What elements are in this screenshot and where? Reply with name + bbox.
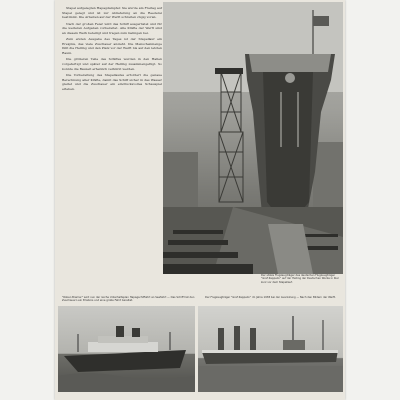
ship-launch-illustration [163, 2, 343, 274]
cruiser-illustration [198, 306, 343, 392]
article-paragraph: Die Vorbereitung des Stapellaufes erfordert die genaue Berechnung aller Kräfte, damit das Schiff sicher in das Wasser gleitet und die Zuschauer ein eindrucksvolles Schauspiel erleben. [62, 73, 162, 91]
launch-photo [163, 2, 343, 274]
magazine-page [55, 0, 345, 400]
article-paragraph: Nach der großen Feier wird das Schiff ausgerüstet und für die weiteren Aufgaben vorbereitet. Alle Kräfte der Werft sind an diesem Werk beteiligt und tragen zum Gelingen bei. [62, 21, 162, 35]
right-photo-caption: Der Flugzeugträger "Graf Zeppelin" im Jahre 1938 bei der Ausrüstung — Nach den Bildern der Werft. [205, 296, 336, 299]
liner-photo [58, 306, 195, 392]
article-paragraph: Die größeren Teile des Schiffes wurden in den Hallen vorgefertigt und später auf der Helling zusammengefügt. So konnte die Bauzeit erheblich verkürzt werden. [62, 57, 162, 71]
cruiser-photo [198, 306, 343, 392]
liner-illustration [58, 306, 195, 392]
left-photo-caption: "Roben Bremer" wird nun der reiche Unterhaltsplan Hapagschiffahrt an Seefahrt — Das Schiff hat den Zuschauern ein Erlebnis und eine große Fahrt bereitet. [62, 296, 195, 303]
article-column [62, 6, 162, 268]
article-paragraph: Stapel aufgelegten Hapagdampfer. Sie wurde am Freitag auf Stapel gelegt und ist zur Ablieferung an die Reederei bestimmt. Die Arbeiten auf der Werft schreiten zügig voran. [62, 6, 162, 20]
article-paragraph: Zum ersten Ausgabe des Tages ist der Stapellauf ein Ereignis, das viele Zuschauer anzieht. Die Menschenmenge füllt die Helling und den Platz vor der Werft bis auf den letzten Raum. [62, 37, 162, 55]
main-photo-caption: Der stolze Flugzeugträger des deutschen Flugzeugträger "Graf Zeppelin" auf der Helling der Deutschen Werke in Kiel kurz vor dem Stapellauf. [261, 274, 339, 284]
